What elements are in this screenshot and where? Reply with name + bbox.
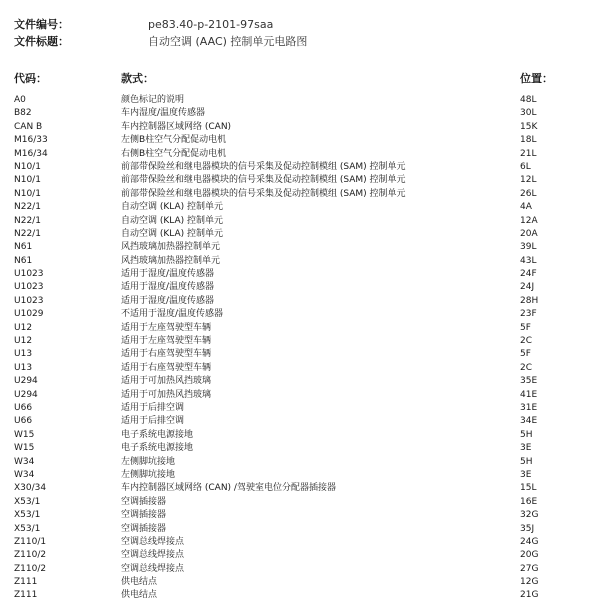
row-code: U12 [14, 322, 33, 333]
table-row [0, 268, 601, 281]
row-code: Z111 [14, 590, 38, 601]
row-description: 车内控制器区域网络 (CAN) [121, 121, 232, 132]
column-header-code: 代码： [14, 72, 47, 85]
row-description: 适用于左座驾驶型车辆 [121, 322, 212, 333]
row-code: N22/1 [14, 228, 41, 239]
table-row [0, 496, 601, 509]
doc-number-label: 文件编号： [14, 18, 69, 31]
row-description: 右侧B柱空气分配促动电机 [121, 148, 227, 159]
row-description: 空调插接器 [121, 523, 167, 534]
table-row [0, 134, 601, 147]
row-location: 21L [520, 148, 537, 159]
row-location: 27G [520, 563, 539, 574]
row-code: Z110/2 [14, 550, 47, 561]
table-row [0, 402, 601, 415]
table-row [0, 107, 601, 120]
row-location: 5H [520, 429, 533, 440]
row-code: N22/1 [14, 202, 41, 213]
table-row [0, 255, 601, 268]
row-location: 41E [520, 389, 538, 400]
row-location: 5F [520, 349, 531, 360]
row-location: 20A [520, 228, 538, 239]
row-description: 左侧脚坑接地 [121, 456, 176, 467]
row-code: Z111 [14, 577, 38, 588]
row-description: 电子系统电源接地 [121, 429, 194, 440]
row-code: U1023 [14, 295, 44, 306]
row-code: U294 [14, 389, 38, 400]
table-row [0, 549, 601, 562]
doc-title-label: 文件标题： [14, 35, 69, 48]
row-code: N61 [14, 255, 33, 266]
row-description: 自动空调 (KLA) 控制单元 [121, 228, 224, 239]
row-location: 24F [520, 269, 537, 280]
row-location: 15K [520, 121, 538, 132]
row-description: 自动空调 (KLA) 控制单元 [121, 202, 224, 213]
row-code: U13 [14, 362, 33, 373]
table-row [0, 523, 601, 536]
row-description: 供电结点 [121, 590, 158, 601]
row-description: 适用于左座驾驶型车辆 [121, 336, 212, 347]
row-code: CAN B [14, 121, 43, 132]
table-row [0, 308, 601, 321]
row-location: 5F [520, 322, 531, 333]
row-location: 26L [520, 188, 537, 199]
table-row [0, 482, 601, 495]
table-row [0, 456, 601, 469]
row-location: 23F [520, 309, 537, 320]
row-description: 空调插接器 [121, 510, 167, 521]
table-row [0, 295, 601, 308]
row-location: 12L [520, 175, 537, 186]
row-code: W15 [14, 429, 35, 440]
table-row [0, 121, 601, 134]
table-row [0, 281, 601, 294]
table-row [0, 201, 601, 214]
row-location: 28H [520, 295, 539, 306]
row-location: 3E [520, 469, 532, 480]
row-description: 电子系统电源接地 [121, 443, 194, 454]
row-location: 15L [520, 483, 537, 494]
row-location: 39L [520, 242, 537, 253]
row-code: X30/34 [14, 483, 47, 494]
row-description: 空调总线焊接点 [121, 550, 185, 561]
row-location: 18L [520, 135, 537, 146]
row-description: 左侧脚坑接地 [121, 469, 176, 480]
row-code: B82 [14, 108, 32, 119]
row-code: X53/1 [14, 510, 41, 521]
row-code: N10/1 [14, 175, 41, 186]
row-code: N61 [14, 242, 33, 253]
table-row [0, 228, 601, 241]
table-row [0, 174, 601, 187]
table-row [0, 348, 601, 361]
row-location: 6L [520, 161, 531, 172]
table-row [0, 148, 601, 161]
row-description: 适用于湿度/温度传感器 [121, 269, 215, 280]
row-code: U1023 [14, 269, 44, 280]
row-location: 2C [520, 362, 533, 373]
table-row [0, 509, 601, 522]
row-description: 适用于湿度/温度传感器 [121, 282, 215, 293]
row-location: 24J [520, 282, 535, 293]
row-location: 43L [520, 255, 537, 266]
row-location: 5H [520, 456, 533, 467]
table-row [0, 94, 601, 107]
row-code: M16/33 [14, 135, 48, 146]
row-description: 颜色标记的说明 [121, 95, 185, 105]
row-location: 31E [520, 402, 538, 413]
table-row [0, 563, 601, 576]
row-code: W34 [14, 456, 35, 467]
row-code: U1029 [14, 309, 44, 320]
row-location: 35J [520, 523, 535, 534]
table-row [0, 429, 601, 442]
column-header-description: 款式： [121, 72, 154, 85]
table-row [0, 362, 601, 375]
row-description: 适用于可加热风挡玻璃 [121, 389, 212, 400]
row-code: U13 [14, 349, 33, 360]
row-location: 21G [520, 590, 539, 601]
doc-title-value: 自动空调 (AAC) 控制单元电路图 [148, 35, 308, 48]
table-row [0, 415, 601, 428]
row-description: 风挡玻璃加热器控制单元 [121, 242, 221, 253]
row-location: 35E [520, 376, 538, 387]
row-code: U66 [14, 416, 33, 427]
row-description: 适用于湿度/温度传感器 [121, 295, 215, 306]
row-description: 适用于右座驾驶型车辆 [121, 362, 212, 373]
doc-number-value: pe83.40-p-2101-97saa [148, 18, 274, 31]
table-row [0, 536, 601, 549]
row-description: 空调总线焊接点 [121, 536, 185, 547]
row-location: 48L [520, 95, 537, 105]
table-row [0, 389, 601, 402]
row-location: 2C [520, 336, 533, 347]
table-row [0, 188, 601, 201]
row-location: 32G [520, 510, 539, 521]
row-description: 左侧B柱空气分配促动电机 [121, 135, 227, 146]
table-row [0, 589, 601, 602]
row-description: 适用于后排空调 [121, 416, 185, 427]
row-code: M16/34 [14, 148, 48, 159]
row-code: W15 [14, 443, 35, 454]
table-row [0, 322, 601, 335]
row-location: 12A [520, 215, 538, 226]
table-row [0, 335, 601, 348]
table-row [0, 442, 601, 455]
table-row [0, 469, 601, 482]
row-location: 20G [520, 550, 539, 561]
row-code: Z110/2 [14, 563, 47, 574]
row-description: 车内湿度/温度传感器 [121, 108, 206, 119]
row-code: U12 [14, 336, 33, 347]
table-row [0, 161, 601, 174]
row-description: 适用于可加热风挡玻璃 [121, 376, 212, 387]
table-row [0, 241, 601, 254]
column-header-location: 位置： [520, 72, 553, 85]
legend-table [0, 94, 601, 603]
row-code: N10/1 [14, 188, 41, 199]
row-location: 24G [520, 536, 539, 547]
row-description: 前部带保险丝和继电器模块的信号采集及促动控制模组 (SAM) 控制单元 [121, 188, 406, 199]
row-code: X53/1 [14, 523, 41, 534]
row-description: 空调插接器 [121, 496, 167, 507]
row-location: 16E [520, 496, 538, 507]
row-location: 3E [520, 443, 532, 454]
row-description: 风挡玻璃加热器控制单元 [121, 255, 221, 266]
row-code: W34 [14, 469, 35, 480]
row-description: 适用于后排空调 [121, 402, 185, 413]
row-description: 不适用于湿度/温度传感器 [121, 309, 224, 320]
table-row [0, 375, 601, 388]
row-code: N22/1 [14, 215, 41, 226]
row-description: 前部带保险丝和继电器模块的信号采集及促动控制模组 (SAM) 控制单元 [121, 161, 406, 172]
row-description: 空调总线焊接点 [121, 563, 185, 574]
table-row [0, 576, 601, 589]
row-code: U66 [14, 402, 33, 413]
row-location: 30L [520, 108, 537, 119]
row-description: 供电结点 [121, 577, 158, 588]
row-description: 自动空调 (KLA) 控制单元 [121, 215, 224, 226]
row-code: U1023 [14, 282, 44, 293]
row-code: X53/1 [14, 496, 41, 507]
row-code: U294 [14, 376, 38, 387]
table-row [0, 215, 601, 228]
row-code: Z110/1 [14, 536, 47, 547]
row-description: 前部带保险丝和继电器模块的信号采集及促动控制模组 (SAM) 控制单元 [121, 175, 406, 186]
row-description: 适用于右座驾驶型车辆 [121, 349, 212, 360]
row-location: 4A [520, 202, 532, 213]
row-description: 车内控制器区域网络 (CAN) /驾驶室电位分配器插接器 [121, 483, 336, 494]
row-code: N10/1 [14, 161, 41, 172]
row-code: A0 [14, 95, 26, 105]
row-location: 34E [520, 416, 538, 427]
row-location: 12G [520, 577, 539, 588]
